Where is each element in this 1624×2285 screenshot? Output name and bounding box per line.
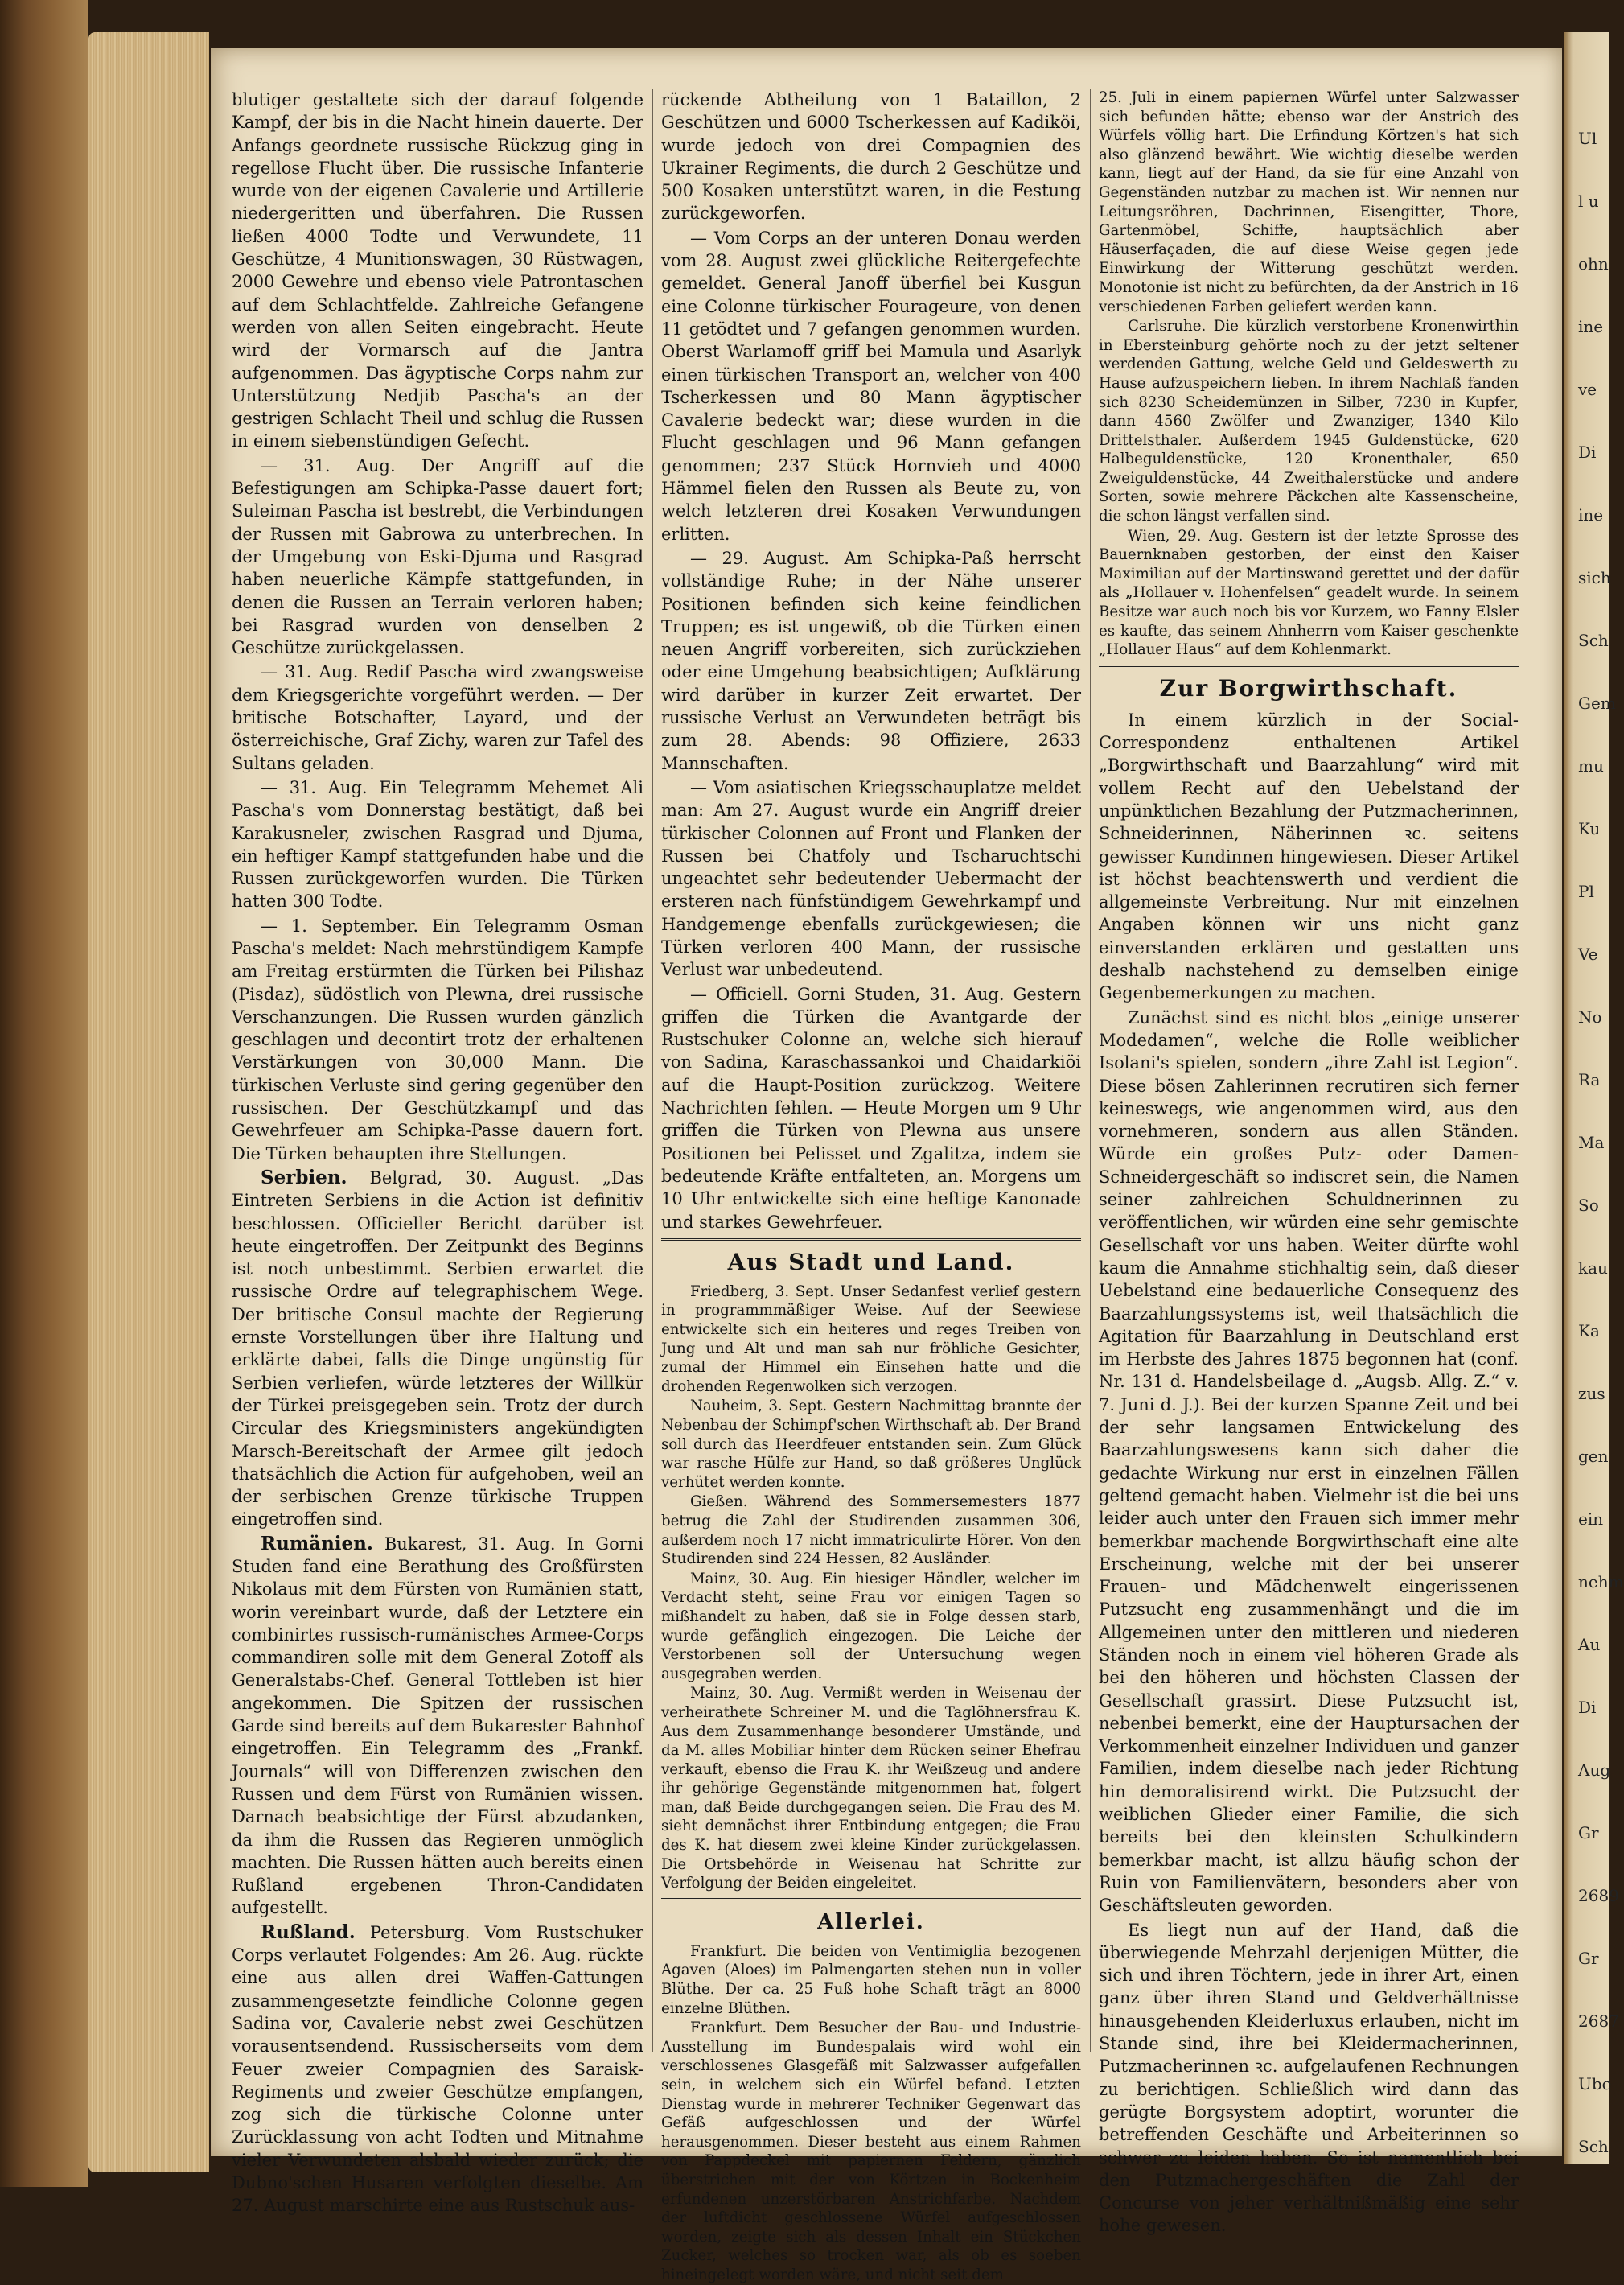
article-text: Bukarest, 31. Aug. In Gorni Studen fand eine Berathung des Großfürsten Nikolaus mit dem Fürsten von Rumänien statt, worin vereinbart wurde, daß der Letztere ein combinirtes russisch-rumänisches Armee-Corps commandiren solle mit dem General Zotoff als Generalstabs-Chef. General Tottleben ist hier angekommen. Die Spitzen der russischen Garde sind bereits auf dem Bukarester Bahnhof eingetroffen. Ein Telegramm des „Frankf. Journals“ will von Differenzen zwischen den Russen und dem Fürst von Rumänien wissen. Darnach beabsichtige der Fürst abzudanken, da ihm die Russen das Regieren unmöglich machten. Die Russen hätten auch bereits einen Rußland ergebenen Thron-Candidaten aufgestellt.: [232, 1534, 643, 1918]
section-divider: [661, 1898, 1081, 1900]
article-paragraph: — 29. August. Am Schipka-Paß herrscht vollständige Ruhe; in der Nähe unserer Positionen befinden sich keine feindlichen Truppen; es ist ungewiß, ob die Türken einen neuen Angriff vorbereiten, sich zurückziehen oder eine Umgehung beabsichtigen; Aufklärung wird darüber in kurzer Zeit erwartet. Der russische Verlust an Verwundeten beträgt bis zum 28. Abends: 98 Offiziere, 2633 Mannschaften.: [661, 548, 1081, 773]
article-paragraph: — 31. Aug. Redif Pascha wird zwangsweise dem Kriegsgerichte vorgeführt werden. — Der britische Botschafter, Layard, und der österreichische, Graf Zichy, waren zur Tafel des Sultans geladen.: [232, 662, 643, 773]
next-page-fragment: Ku: [1578, 819, 1601, 838]
next-page-fragment: So: [1578, 1196, 1599, 1215]
article-paragraph: In einem kürzlich in der Social-Correspondenz enthaltenen Artikel „Borgwirthschaft und Baarzahlung“ wird mit vollem Recht auf den Uebelstand der unpünktlichen Bezahlung der Putzmacherinnen, Schneiderinnen, Näherinnen ꝛc. seitens gewisser Kundinnen hingewiesen. Dieser Artikel ist höchst beachtenswerth und verdient die allgemeinste Verbreitung. Nur mit einzelnen Angaben können wir uns nicht ganz einverstanden erklären und gestatten uns deshalb nachstehend zu demselben einige Gegenbemerkungen zu machen.: [1099, 710, 1519, 1003]
next-page-fragment: ine: [1578, 505, 1604, 525]
next-page-fragment: sich: [1578, 568, 1611, 587]
news-item: Friedberg, 3. Sept. Unser Sedanfest verlief gestern in programmmäßiger Weise. Auf der Seewiese entwickelte sich ein heiteres und reges Treiben von Jung und Alt und man sah nur fröhliche Gesichter, zumal der Himmel ein Einsehen hatte und die drohenden Regenwolken sich verzogen.: [661, 1282, 1081, 1395]
book-spine: [0, 0, 88, 2187]
next-page-fragment: Ve: [1578, 945, 1598, 964]
article-paragraph: [232, 1167, 643, 1531]
news-item: Wien, 29. Aug. Gestern ist der letzte Sprosse des Bauernknaben gestorben, der einst den Kaiser Maximilian auf der Martinswand gerettet und der dafür als „Hollauer v. Hohenfelsen“ geadelt wurde. In seinem Besitze war auch noch bis vor Kurzem, wo Fanny Elsler es kaufte, das seinem Ahnherrn vom Kaiser geschenkte „Hollauer Haus“ auf dem Kohlenmarkt.: [1099, 527, 1519, 659]
next-page-fragment: nehm: [1578, 1572, 1624, 1591]
next-page-fragment: Pl: [1578, 882, 1594, 901]
article-paragraph: — Officiell. Gorni Studen, 31. Aug. Gestern griffen die Türken die Avantgarde der Rustschuker Colonne an, welche sich hierauf von Sadina, Karaschassankoi und Chaidarkiöi auf die Haupt-Position zurückzog. Weitere Nachrichten fehlen. — Heute Morgen um 9 Uhr griffen die Türken von Plewna aus unsere Positionen bei Pelisset und Zgalitza, indem sie bedeutende Kräfte entfalteten, an. Morgens um 10 Uhr entwickelte sich eine heftige Kanonade und starkes Gewehrfeuer.: [661, 984, 1081, 1232]
next-page-fragment: Di: [1578, 443, 1597, 462]
article-text: Belgrad, 30. August. „Das Eintreten Serbiens in die Action ist definitiv beschlossen. Officieller Bericht darüber ist heute eingetroffen. Der Zeitpunkt des Beginns ist noch unbestimmt. Serbien erwartet die russische Ordre auf telegraphischem Wege. Der britische Consul machte der Regierung ernste Vorstellungen über ihre Haltung und erklärte dabei, falls die Dinge ungünstig für Serbien verliefen, würde letzteres der Willkür der Türkei preisgegeben sein. Trotz der durch Circular des Kriegsministers angekündigten Marsch-Bereitschaft der Armee gilt jedoch thatsächlich die Action für aufgehoben, weil an der serbischen Grenze türkische Truppen eingetroffen sind.: [232, 1167, 643, 1530]
article-paragraph: blutiger gestaltete sich der darauf folgende Kampf, der bis in die Nacht hinein dauerte. Der Anfangs geordnete russische Rückzug ging in regellose Flucht über. Die russische Infanterie wurde von der eigenen Cavalerie und Artillerie niedergeritten und überfahren. Die Russen ließen 4000 Todte und Verwundete, 11 Geschütze, 4 Munitionswagen, 30 Rüstwagen, 2000 Gewehre und ebenso viele Patrontaschen auf dem Schlachtfelde. Zahlreiche Gefangene werden von allen Seiten eingebracht. Heute wird der Vormarsch auf die Jantra aufgenommen. Das ägyptische Corps nahm zur Unterstützung Nedjib Pascha's an der gestrigen Schlacht Theil und schlug die Russen in einem siebenstündigen Gefecht.: [232, 90, 643, 451]
country-heading: Rußland.: [261, 1921, 356, 1943]
article-paragraph: Es liegt nun auf der Hand, daß die überwiegende Mehrzahl derjenigen Mütter, die sich und ihren Töchtern, jede in ihrer Art, einen ganz über ihren Stand und Geldverhältnisse hinausgehenden Kleiderluxus erlauben, nicht im Stande sind, ihre bei Kleidermacherinnen, Putzmacherinnen ꝛc. aufgelaufenen Rechnungen zu berichtigen. Schließlich wird dann das gerügte Borgsystem adoptirt, worunter die betreffenden Geschäfte und Arbeiterinnen so schwer zu leiden haben. So ist namentlich bei den Putzmachergeschäften die Zahl der Concurse von jeher verhältnißmäßig eine sehr hohe gewesen.: [1099, 1920, 1519, 2236]
next-page-edge: [1564, 32, 1624, 2164]
next-page-fragment: 2689: [1578, 1886, 1619, 1905]
next-page-fragment: mu: [1578, 756, 1604, 776]
next-page-fragment: Au: [1578, 1635, 1601, 1654]
column-3: [1099, 89, 1519, 2236]
news-item: Frankfurt. Dem Besucher der Bau- und Industrie-Ausstellung im Bundespalais wird wohl ein verschlossenes Glasgefäß mit Salzwasser aufgefallen sein, in welchem sich ein Würfel befand. Letzten Dienstag wurde in mehrerer Techniker Gegenwart das Gefäß aufgeschlossen und der Würfel herausgenommen. Dieser besteht aus einem Rahmen von Pappdeckel mit papiernen Feldern, gänzlich überstrichen mit der von Körtzen in Bockenheim erfundenen unzerstörbaren Anstrichfarbe. Nachdem der luftdicht geschlossene Würfel aufgeschlossen worden, zeigte sich als dessen Inhalt ein Stückchen Zucker, welches so trocken war, als ob es soeben hineingelegt worden wäre, und nicht seit dem: [661, 2019, 1081, 2283]
next-page-fragment: Ra: [1578, 1070, 1601, 1089]
news-item: Mainz, 30. Aug. Vermißt werden in Weisenau der verheirathete Schreiner M. und die Taglöhnersfrau K. Aus dem Zusammenhange besonderer Umstände, und da M. alles Mobiliar hinter dem Rücken seiner Ehefrau verkauft, ebenso die Frau K. ihr Weißzeug und andere ihr gehörige Gegenstände mitgenommen hat, folgert man, daß Beide durchgegangen seien. Die Frau des M. sieht demnächst ihrer Entbindung entgegen; die Frau des K. hat diesem zwei kleine Kinder zurückgelassen. Die Ortsbehörde in Weisenau hat Schritte zur Verfolgung der Beiden eingeleitet.: [661, 1685, 1081, 1892]
news-item: Frankfurt. Die beiden von Ventimiglia bezogenen Agaven (Aloes) im Palmengarten stehen nun in voller Blüthe. Der ca. 25 Fuß hohe Schaft trägt an 8000 einzelne Blüthen.: [661, 1942, 1081, 2017]
next-page-fragment: No: [1578, 1007, 1602, 1027]
next-page-fragment: ohn: [1578, 254, 1609, 274]
next-page-fragment: l u: [1578, 191, 1599, 211]
next-page-fragment: Ube: [1578, 2074, 1612, 2094]
section-divider: [661, 1238, 1081, 1241]
column-2: [661, 89, 1081, 2283]
page-edges: [88, 32, 209, 2172]
news-item: Gießen. Während des Sommersemesters 1877 betrug die Zahl der Studirenden zusammen 306, außerdem noch 17 nicht immatriculirte Hörer. Von den Studirenden sind 224 Hessen, 82 Ausländer.: [661, 1493, 1081, 1568]
country-heading: Rumänien.: [261, 1532, 373, 1554]
next-page-fragment: Gr: [1578, 1823, 1599, 1842]
article-paragraph: — 31. Aug. Der Angriff auf die Befestigungen am Schipka-Passe dauert fort; Suleiman Pascha ist bestrebt, die Verbindungen der Russen mit Gabrowa zu unterbrechen. In der Umgebung von Eski-Djuma und Rasgrad haben neuerliche Kämpfe stattgefunden, in denen die Russen an Terrain verloren haben; bei Rasgrad wurden von denselben 2 Geschütze zurückgelassen.: [232, 455, 643, 658]
article-text: Petersburg. Vom Rustschuker Corps verlautet Folgendes: Am 26. Aug. rückte eine aus allen drei Waffen-Gattungen zusammengesetzte feindliche Colonne gegen Sadina vor, Cavalerie nebst zwei Geschützen vorausentsendend. Russischerseits vom dem Feuer zweier Compagnien des Saraisk-Regiments und zweier Geschütze empfangen, zog sich die türkische Colonne unter Zurücklassung von acht Todten und Mitnahme vieler Verwundeten alsbald wieder zurück; die Dubno'schen Husaren verfolgten dieselbe. Am 27. August marschirte eine aus Rustschuk aus-: [232, 1922, 643, 2216]
column-rule: [1090, 89, 1091, 2052]
next-page-fragment: ve: [1578, 380, 1597, 399]
next-page-fragment: Sch: [1578, 2137, 1609, 2156]
next-page-fragment: Ma: [1578, 1133, 1605, 1152]
next-page-fragment: Gem: [1578, 694, 1616, 713]
column-rule: [652, 89, 653, 2052]
next-page-fragment: ine: [1578, 317, 1604, 336]
news-item: Mainz, 30. Aug. Ein hiesiger Händler, welcher im Verdacht steht, seine Frau vor einigen Tagen so mißhandelt zu haben, daß sie in Folge dessen starb, wurde gefänglich eingezogen. Die Leiche der Verstorbenen soll der Untersuchung wegen ausgegraben werden.: [661, 1570, 1081, 1682]
section-heading-stadt-land: Aus Stadt und Land.: [727, 1248, 1015, 1275]
next-page-fragment: Gr: [1578, 1949, 1599, 1968]
next-page-fragment: Sch: [1578, 631, 1609, 650]
next-page-fragment: 2687: [1578, 2011, 1619, 2031]
news-item: 25. Juli in einem papiernen Würfel unter Salzwasser sich befunden hätte; ebenso war der Anstrich des Würfels völlig hart. Die Erfindung Körtzen's hat sich also glänzend bewährt. Wie wichtig dieselbe werden kann, liegt auf der Hand, da sie für eine Anzahl von Gegenständen nutzbar zu machen ist. Wir nennen nur Leitungsröhren, Dachrinnen, Eisengitter, Thore, Gartenmöbel, Schiffe, hauptsächlich aber Häuserfaçaden, die auf diese Weise gegen jede Einwirkung der Witterung geschützt werden. Monotonie ist nicht zu befürchten, da der Anstrich in 16 verschiedenen Farben geliefert werden kann.: [1099, 89, 1519, 315]
section-heading-allerlei: Allerlei.: [817, 1909, 925, 1934]
country-heading: Serbien.: [261, 1166, 347, 1188]
next-page-fragment: Ul: [1578, 129, 1597, 148]
next-page-fragment: Ka: [1578, 1321, 1600, 1340]
article-paragraph: — 1. September. Ein Telegramm Osman Pascha's meldet: Nach mehrstündigem Kampfe am Freitag erstürmten die Türken bei Pilishaz (Pisdaz), südöstlich von Plewna, drei russische Verschanzungen. Die Russen wurden gänzlich geschlagen und decontirt trotz der erhaltenen Verstärkungen von 30,000 Mann. Die türkischen Verluste sind gering gegenüber den russischen. Der Geschützkampf und das Gewehrfeuer am Schipka-Passe dauern fort. Die Türken behaupten ihre Stellungen.: [232, 916, 643, 1163]
section-divider: [1099, 665, 1519, 667]
next-page-fragment: Aug: [1578, 1760, 1611, 1780]
next-page-fragment: zus: [1578, 1384, 1605, 1403]
next-page-fragment: kau: [1578, 1258, 1608, 1278]
article-paragraph: Zunächst sind es nicht blos „einige unserer Modedamen“, welche die Rolle weiblicher Isolani's spielen, sondern „ihre Zahl ist Legion“. Diese bösen Zahlerinnen recrutiren sich ferner keineswegs, wie angenommen wird, aus den vornehmeren, sondern aus allen Ständen. Würde ein großes Putz- oder Damen-Schneidergeschäft so indiscret sein, die Namen seiner zahlreichen Schuldnerinnen zu veröffentlichen, wir würden eine sehr gemischte Gesellschaft vor uns haben. Weiter dürfte wohl kaum die Annahme stichhaltig sein, daß dieser Uebelstand eine bedauerliche Consequenz des Baarzahlungssystems ist, weil thatsächlich die Agitation für Baarzahlung in Deutschland erst im Herbste des Jahres 1875 begonnen hat (conf. Nr. 131 d. Handelsbeilage d. „Augsb. Allg. Z.“ v. 7. Juni d. J.). Bei der kurzen Spanne Zeit und bei der sehr langsamen Entwickelung des Baarzahlungswesens kann sich daher die gedachte Wirkung nur erst in einzelnen Fällen geltend gemacht haben. Vielmehr ist die bei uns leider auch unter den Frauen sich immer mehr bemerkbar machende Borgwirthschaft eine alte Erscheinung, welche mit der bei unserer Frauen- und Mädchenwelt eingerissenen Putzsucht eng zusammenhängt und die im Allgemeinen unter den mittleren und niederen Ständen noch in einem viel höheren Grade als bei den höheren und höchsten Classen der Gesellschaft grassirt. Diese Putzsucht ist, nebenbei bemerkt, eine der Hauptursachen der Verkommenheit einzelner Individuen und ganzer Familien, indem dieselbe nach jeder Richtung hin demoralisirend wirkt. Die Putzsucht der weiblichen Glieder einer Familie, die sich bereits bei den kleinsten Schulkindern bemerkbar macht, ist allzu häufig schon der Ruin von Familienvätern, besonders aber von Geschäftsleuten geworden.: [1099, 1007, 1519, 1916]
news-item: Carlsruhe. Die kürzlich verstorbene Kronenwirthin in Ebersteinburg gehörte noch zu der jetzt seltener werdenden Gattung, welche Geld und Geldeswerth zu Hause aufzuspeichern lieben. In ihrem Nachlaß fanden sich 8230 Scheidemünzen in Silber, 7230 in Kupfer, dann 4560 Zwölfer und Zwanziger, 1340 Kilo Drittelsthaler. Außerdem 1945 Guldenstücke, 620 Halbeguldenstücke, 120 Kronenthaler, 650 Zweiguldenstücke, 44 Zweithalerstücke und andere Sorten, sowie mehrere Päckchen alte Kassenscheine, die schon längst verfallen sind.: [1099, 318, 1519, 525]
next-page-fragment: gen: [1578, 1447, 1609, 1466]
article-paragraph: — Vom Corps an der unteren Donau werden vom 28. August zwei glückliche Reitergefechte gemeldet. General Janoff überfiel bei Kusgun eine Colonne türkischer Fourageure, von denen 11 getödtet und 7 gefangen genommen wurden. Oberst Warlamoff griff bei Mamula und Asarlyk einen türkischen Transport an, welcher von 400 Tscherkessen und 80 Mann ägyptischer Cavalerie bedeckt war; diese wurden in die Flucht geschlagen und 96 Mann gefangen genommen; 237 Stück Hornvieh und 4000 Hämmel fielen den Russen als Beute zu, von welch letzteren drei Kosaken Verwundungen erlitten.: [661, 228, 1081, 544]
article-paragraph: — 31. Aug. Ein Telegramm Mehemet Ali Pascha's vom Donnerstag bestätigt, daß bei Karakusneler, zwischen Rasgrad und Djuma, ein heftiger Kampf stattgefunden habe und die Russen zurückgeworfen wurden. Die Türken hatten 300 Todte.: [232, 777, 643, 912]
next-page-fragment: ein: [1578, 1509, 1604, 1529]
next-page-fragment: Di: [1578, 1698, 1597, 1717]
column-1: [232, 89, 643, 2216]
article-paragraph: [232, 1921, 643, 2217]
article-paragraph: — Vom asiatischen Kriegsschauplatze meldet man: Am 27. August wurde ein Angriff dreier türkischer Colonnen auf Front und Flanken der Russen bei Chatfoly und Tscharuchtschi ungeachtet sehr bedeutender Uebermacht der ersteren nach fünfstündigem Gewehrkampf und Handgemenge ebenfalls zurückgewiesen; die Türken verloren 400 Mann, der russische Verlust war unbedeutend.: [661, 777, 1081, 980]
article-paragraph: rückende Abtheilung von 1 Bataillon, 2 Geschützen und 6000 Tscherkessen auf Kadiköi, wurde jedoch von drei Compagnien des Ukrainer Regiments, die durch 2 Geschütze und 500 Kosaken unterstützt waren, in die Festung zurückgeworfen.: [661, 90, 1081, 224]
section-heading-borgwirthschaft: Zur Borgwirthschaft.: [1159, 674, 1458, 702]
news-item: Nauheim, 3. Sept. Gestern Nachmittag brannte der Nebenbau der Schimpf'schen Wirthschaft ab. Der Brand soll durch das Heerdfeuer entstanden sein. Zum Glück war rasche Hülfe zur Hand, so daß größeres Unglück verhütet werden konnte.: [661, 1398, 1081, 1491]
article-paragraph: [232, 1533, 643, 1920]
